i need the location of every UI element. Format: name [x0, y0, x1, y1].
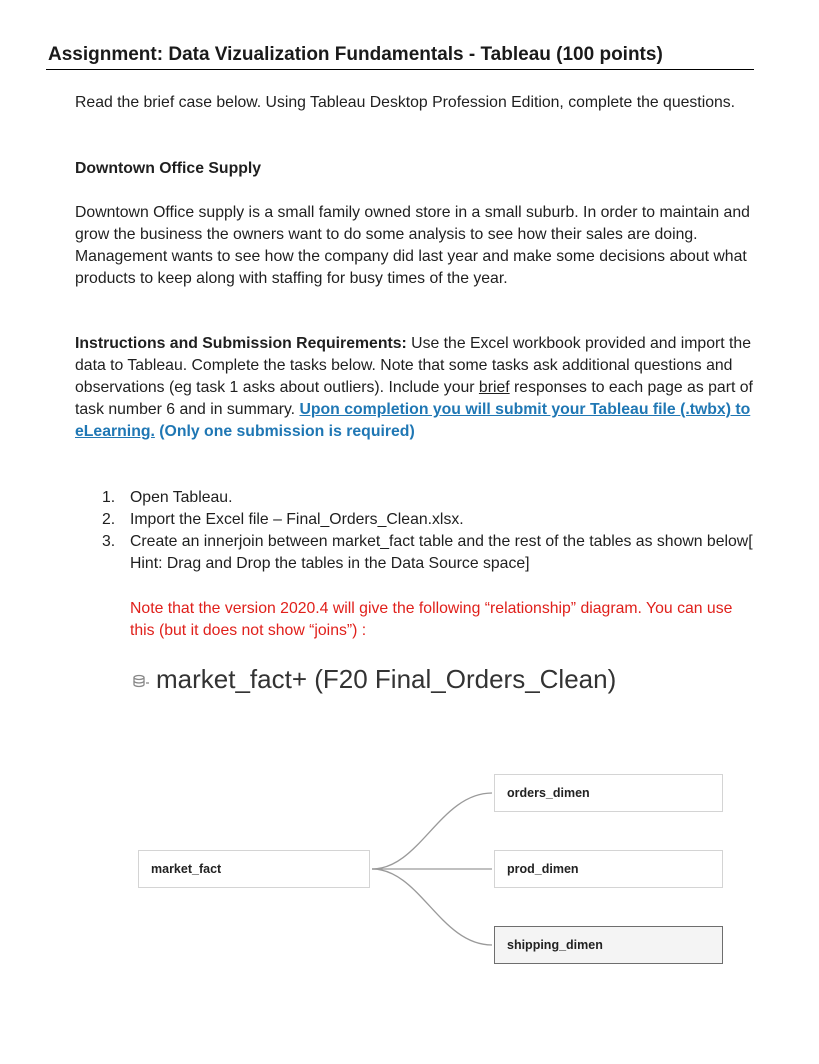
list-item: 2. Import the Excel file – Final_Orders_Clean.xlsx.	[102, 511, 464, 528]
table-market-fact[interactable]: market_fact	[138, 850, 370, 888]
case-body: Downtown Office supply is a small family owned store in a small suburb. In order to maintain and grow the business the owners want to do some analysis to see how their sales are doing. Management wants to see how the company did last year and make some decisions about what products to keep along with staffing for busy times of the year.	[75, 204, 750, 287]
submission-note: (Only one submission is required)	[154, 423, 415, 440]
brief-underlined: brief	[478, 379, 510, 396]
table-orders-dimen[interactable]: orders_dimen	[494, 774, 723, 812]
version-note: Note that the version 2020.4 will give the following “relationship” diagram. You can use this (but it does not show “joins”) :	[130, 600, 733, 639]
relationship-line-orders	[372, 793, 492, 869]
list-item: 3. Create an innerjoin between market_fact table and the rest of the tables as shown below[ Hint: Drag and Drop the tables in the Data Source space]	[102, 533, 753, 572]
instructions-label: Instructions and Submission Requirements:	[75, 335, 407, 352]
relationship-line-shipping	[372, 869, 492, 945]
list-item: 1. Open Tableau.	[102, 489, 233, 506]
table-prod-dimen[interactable]: prod_dimen	[494, 850, 723, 888]
case-heading: Downtown Office Supply	[75, 160, 262, 177]
intro-paragraph: Read the brief case below. Using Tableau Desktop Profession Edition, complete the questions.	[75, 94, 736, 111]
instructions-text: Use the Excel workbook provided and import the data to Tableau. Complete the tasks below. Note that some tasks ask additional questions and observations (eg task 1 asks about outliers). Include your	[75, 335, 751, 396]
assignment-title: Assignment: Data Vizualization Fundamentals - Tableau (100 points)	[48, 44, 663, 65]
instructions-text-2: responses to each page as part of task number 6 and in summary.	[75, 379, 753, 418]
submission-link[interactable]: Upon completion you will submit your Tableau file (.twbx) to eLearning.	[75, 401, 751, 440]
datasource-name: market_fact+ (F20 Final_Orders_Clean)	[156, 664, 617, 694]
table-shipping-dimen[interactable]: shipping_dimen	[494, 926, 723, 964]
